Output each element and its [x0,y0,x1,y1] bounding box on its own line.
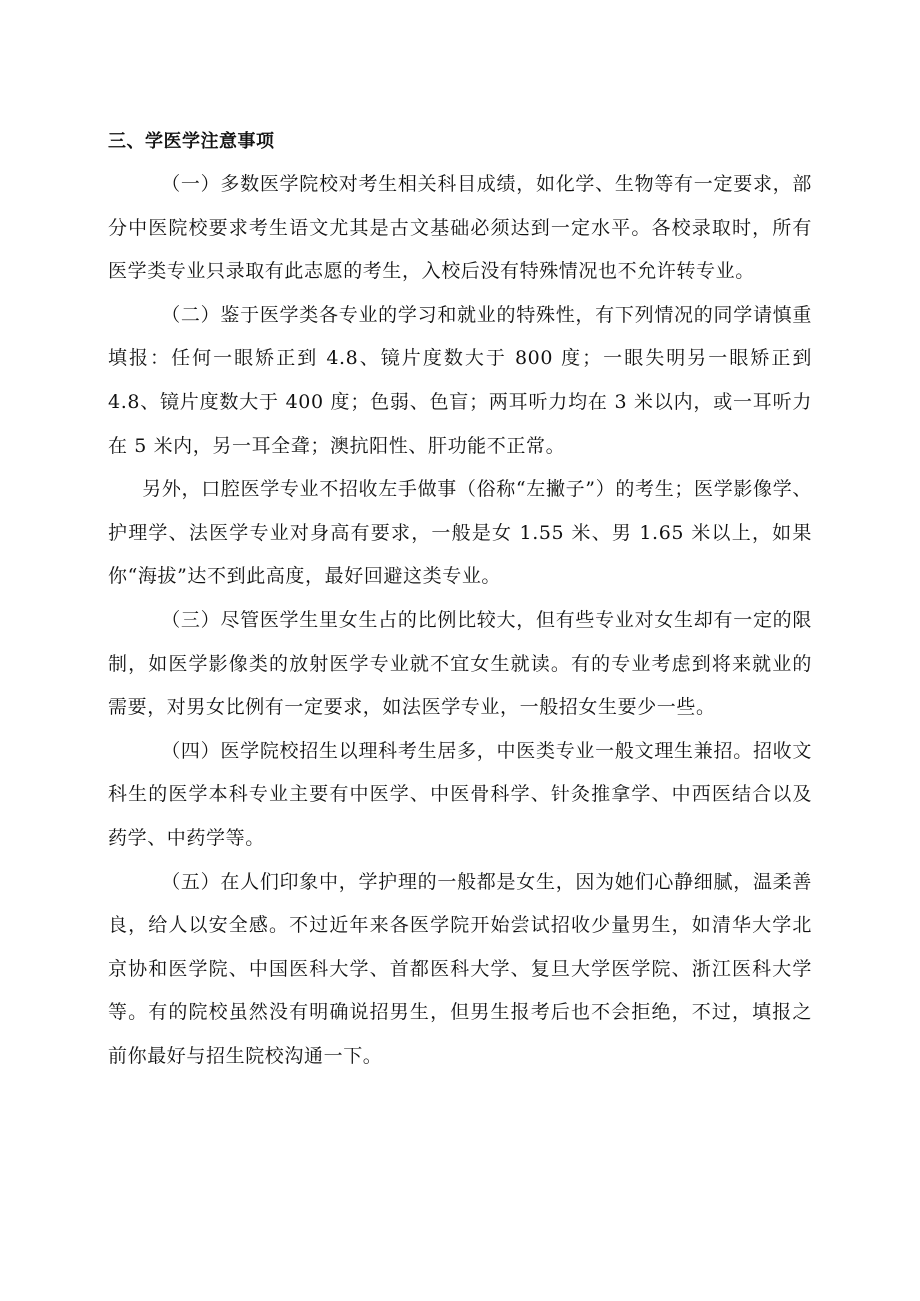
paragraph-1: （一）多数医学院校对考生相关科目成绩，如化学、生物等有一定要求，部分中医院校要求考生语文尤其是古文基础必须达到一定水平。各校录取时，所有医学类专业只录取有此志愿的考生，入校后没有特殊情况也不允许转专业。 [108,173,812,283]
document-body [108,124,812,1078]
paragraph-2: （二）鉴于医学类各专业的学习和就业的特殊性，有下列情况的同学请慎重填报：任何一眼矫正到 4.8、镜片度数大于 800 度；一眼失明另一眼矫正到 4.8、镜片度数大于 400 度；色弱、色盲；两耳听力均在 3 米以内，或一耳听力在 5 米内，另一耳全聋；澳抗阳性、肝功能不正常。 [108,303,812,457]
paragraph-3: 另外，口腔医学专业不招收左手做事（俗称“左撇子”）的考生；医学影像学、护理学、法医学专业对身高有要求，一般是女 1.55 米、男 1.65 米以上，如果你“海拔”达不到此高度，最好回避这类专业。 [108,478,812,588]
paragraph-4: （三）尽管医学生里女生占的比例比较大，但有些专业对女生却有一定的限制，如医学影像类的放射医学专业就不宜女生就读。有的专业考虑到将来就业的需要，对男女比例有一定要求，如法医学专业，一般招女生要少一些。 [108,608,812,719]
paragraph-6: （五）在人们印象中，学护理的一般都是女生，因为她们心静细腻，温柔善良，给人以安全感。不过近年来各医学院开始尝试招收少量男生，如清华大学北京协和医学院、中国医科大学、首都医科大学、复旦大学医学院、浙江医科大学等。有的院校虽然没有明确说招男生，但男生报考后也不会拒绝，不过，填报之前你最好与招生院校沟通一下。 [108,870,812,1067]
paragraph-5: （四）医学院校招生以理科考生居多，中医类专业一般文理生兼招。招收文科生的医学本科专业主要有中医学、中医骨科学、针灸推拿学、中西医结合以及药学、中药学等。 [108,739,812,849]
section-heading: 三、学医学注意事项 [108,131,275,152]
